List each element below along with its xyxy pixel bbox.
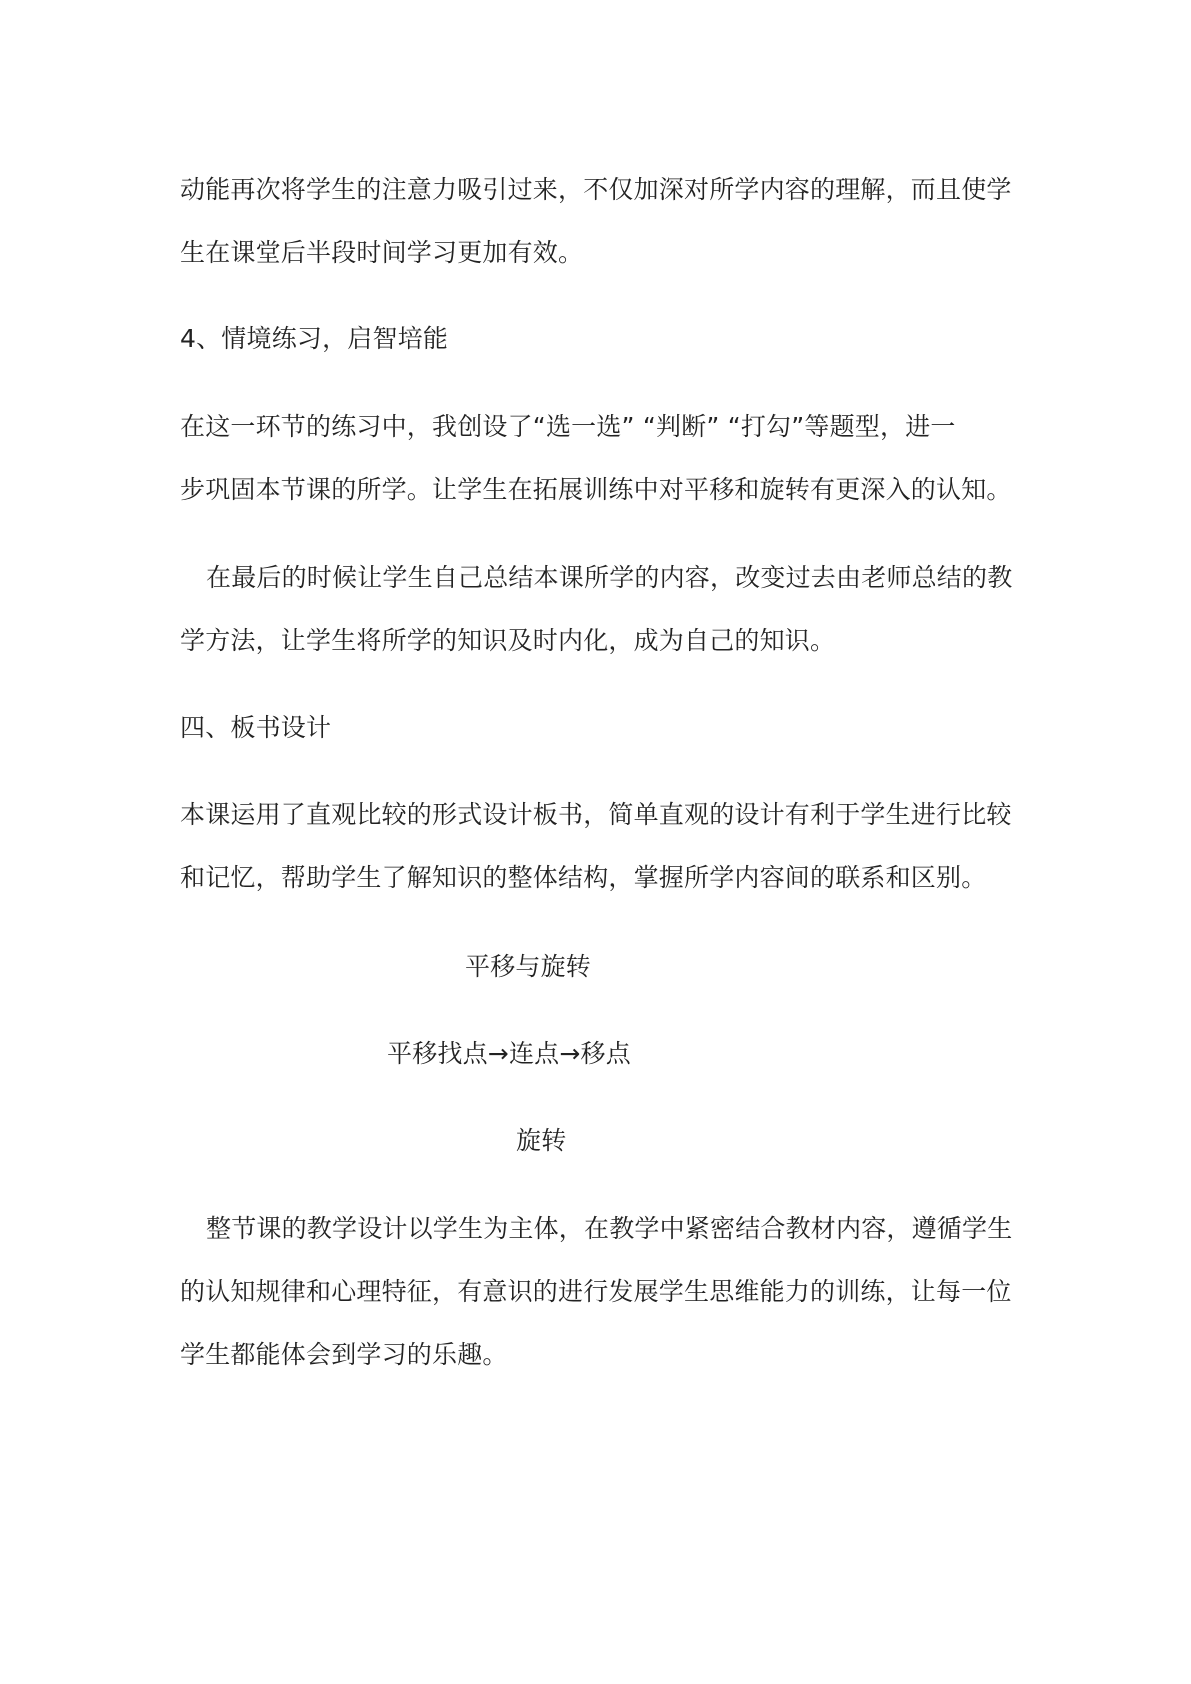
paragraph-line: 和记忆，帮助学生了解知识的整体结构，掌握所学内容间的联系和区别。 [180, 863, 987, 892]
paragraph-line: 生在课堂后半段时间学习更加有效。 [180, 238, 584, 267]
board-line: 平移找点→连点→移点 [387, 1039, 631, 1068]
board-title: 平移与旋转 [465, 952, 592, 981]
paragraph-line: 学方法，让学生将所学的知识及时内化，成为自己的知识。 [180, 626, 836, 655]
paragraph-line: 步巩固本节课的所学。让学生在拓展训练中对平移和旋转有更深入的认知。 [180, 475, 1012, 504]
paragraph-line: 整节课的教学设计以学生为主体，在教学中紧密结合教材内容，遵循学生 [206, 1214, 1013, 1243]
paragraph-line: 的认知规律和心理特征，有意识的进行发展学生思维能力的训练，让每一位 [180, 1277, 1012, 1306]
board-line: 旋转 [516, 1126, 567, 1155]
section-heading: 四、板书设计 [180, 713, 332, 742]
paragraph-line: 动能再次将学生的注意力吸引过来，不仅加深对所学内容的理解，而且使学 [180, 175, 1012, 204]
paragraph-line: 学生都能体会到学习的乐趣。 [180, 1340, 508, 1369]
paragraph-line: 本课运用了直观比较的形式设计板书，简单直观的设计有利于学生进行比较 [180, 800, 1012, 829]
paragraph-line: 在这一环节的练习中，我创设了“选一选” “判断” “打勾”等题型，进一 [180, 412, 956, 441]
paragraph-line: 在最后的时候让学生自己总结本课所学的内容，改变过去由老师总结的教 [206, 563, 1013, 592]
section-heading: 4、情境练习，启智培能 [180, 324, 449, 353]
